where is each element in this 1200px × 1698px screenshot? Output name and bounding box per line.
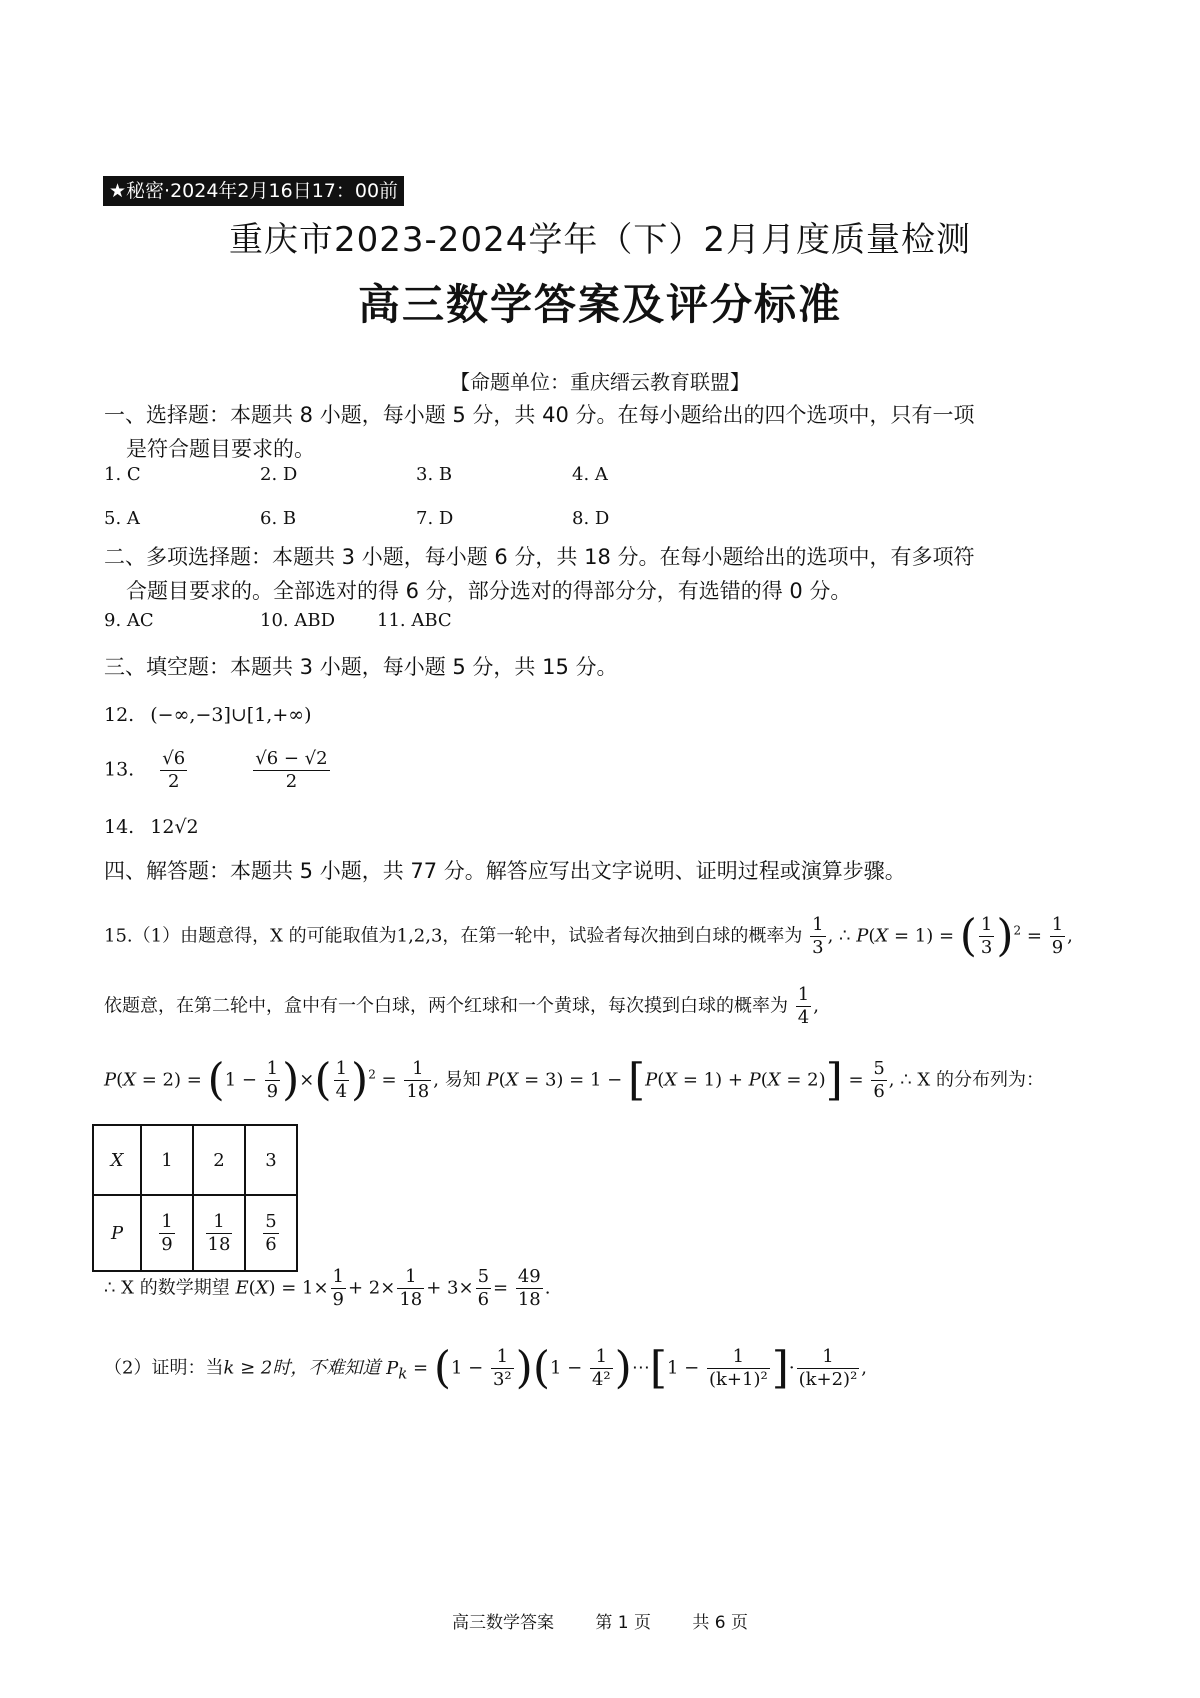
- answer-5: 5. A: [104, 508, 140, 529]
- q15-line2: 依题意，在第二轮中，盒中有一个白球，两个红球和一个黄球，每次摸到白球的概率为 $\frac{1}{4}$ ,: [104, 984, 819, 1028]
- answer-8: 8. D: [572, 508, 610, 529]
- table-cell: 1: [141, 1125, 193, 1195]
- section4-heading: 四、解答题：本题共 5 小题，共 77 分。解答应写出文字说明、证明过程或演算步骤。: [104, 859, 906, 883]
- answer-14: 14. 12√2: [104, 816, 199, 838]
- answer-12: 12. (−∞,−3]∪[1,+∞): [104, 704, 312, 726]
- table-cell: 3: [245, 1125, 297, 1195]
- answer-11: 11. ABC: [377, 610, 452, 631]
- distribution-table: [92, 1124, 298, 1272]
- answer-9: 9. AC: [104, 610, 154, 631]
- exam-title: 重庆市2023-2024学年（下）2月月度质量检测: [229, 220, 971, 260]
- answer-13: 13. $\frac{√6}{2}$ $\frac{√6 - √2}{2}$: [104, 748, 328, 792]
- answer-13-a: $\frac{√6}{2}$: [162, 748, 186, 792]
- secret-label: ★秘密·2024年2月16日17：00前: [103, 176, 404, 206]
- section3-heading: 三、填空题：本题共 3 小题，每小题 5 分，共 15 分。: [104, 655, 618, 679]
- q15-line3: P(X = 2) = (1 − $\frac{1}{9}$ )×( $\frac{1}{4}$ )$^2$ = $\frac{1}{18}$ , 易知 P(X = 3) = 1 − [P(X = 1) + P(X = 2)] = $\frac{5}{6}$ , ∴ X 的分布列为：: [104, 1054, 1044, 1106]
- section1-answers: [104, 464, 804, 544]
- table-cell: X: [93, 1125, 141, 1195]
- section1-heading: 一、选择题：本题共 8 小题，每小题 5 分，共 40 分。在每小题给出的四个选项中，只有一项 是符合题目要求的。: [104, 403, 975, 461]
- answer-2: 2. D: [260, 464, 298, 485]
- q15-line1: 15.（1）由题意得，X 的可能取值为1,2,3，在第一轮中，试验者每次抽到白球的概率为 $\frac{1}{3}$ , ∴ P(X = 1) = ( $\frac{1}{3}$ )$^2$ = $\frac{1}{9}$ ,: [104, 910, 1073, 962]
- expectation-line: ∴ X 的数学期望 E(X) = 1× $\frac{1}{9}$ + 2× $\frac{1}{18}$ + 3× $\frac{5}{6}$ = $\frac{49}{18}$ .: [104, 1266, 551, 1310]
- issuing-unit: 【命题单位：重庆缙云教育联盟】: [450, 370, 750, 394]
- table-cell: P: [93, 1195, 141, 1271]
- answer-6: 6. B: [260, 508, 297, 529]
- answer-10: 10. ABD: [260, 610, 336, 631]
- section2-answers: [104, 610, 804, 640]
- part2-line: （2）证明：当k ≥ 2时，不难知道 $P_k = (1$ − $\frac{1}{\text{3²}}$ )(1 − $\frac{1}{\text{4²}}$ )⋯[1 − $\frac{1}{\text{(k+1)²}}$ ]· $\frac{1}{\text{(k+2)²}}$ ,: [104, 1342, 868, 1394]
- answer-13-b: $\frac{√6 - √2}{2}$: [255, 748, 328, 792]
- table-cell: $\frac{1}{9}$: [141, 1195, 193, 1271]
- document-title: 高三数学答案及评分标准: [357, 280, 842, 329]
- table-cell: $\frac{1}{18}$: [193, 1195, 245, 1271]
- section2-heading: 二、多项选择题：本题共 3 小题，每小题 6 分，共 18 分。在每小题给出的选项中，有多项符 合题目要求的。全部选对的得 6 分，部分选对的得部分分，有选错的得 0 分。: [104, 545, 975, 603]
- table-cell: 2: [193, 1125, 245, 1195]
- answer-3: 3. B: [416, 464, 453, 485]
- answer-7: 7. D: [416, 508, 454, 529]
- page-footer: 高三数学答案 第 1 页 共 6 页: [451, 1613, 749, 1633]
- table-cell: $\frac{5}{6}$: [245, 1195, 297, 1271]
- answer-4: 4. A: [572, 464, 608, 485]
- answer-1: 1. C: [104, 464, 141, 485]
